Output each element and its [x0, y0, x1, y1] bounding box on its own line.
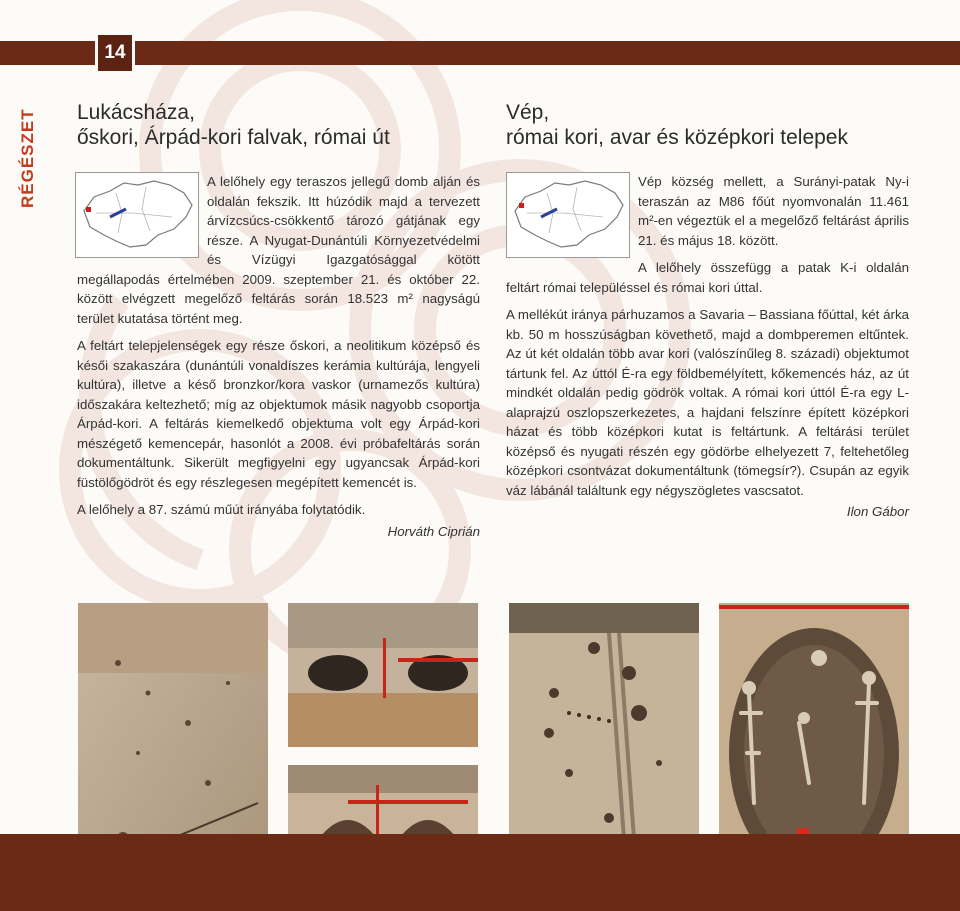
- right-title-line1: Vép,: [506, 101, 550, 124]
- left-paragraph-3: A lelőhely a 87. számú műút irányába folytatódik.: [77, 502, 366, 517]
- left-author: Horváth Ciprián: [387, 523, 480, 539]
- page-number: 14: [95, 35, 135, 71]
- left-title-line2: őskori, Árpád-kori falvak, római út: [77, 126, 390, 149]
- section-label: RÉGÉSZET: [18, 108, 37, 208]
- left-title-line1: Lukácsháza,: [77, 101, 195, 124]
- photo-kiln-pair: [288, 603, 478, 747]
- right-author: Ilon Gábor: [846, 504, 909, 519]
- right-paragraph-3: A mellékút iránya párhuzamos a Savaria – Bassiana főúttal, két árka kb. 50 m hosszúságban követhető, majd a dombperemen eltűntek. Az út két oldalán több avar kori (valószínűleg 8. századi) objektumot tártunk fel. Az úttól É-ra egy földbemélyített, kőkemencés ház, az út mindkét oldalán pedig gödrök voltak. A római kori úttól É-ra egy L-alaprajzú oszlopszerkezetes, a hajdani felszínre épített középkori házat és több középkori kutat is feltártunk. A feltárási terület középső és nyugati részén egy gödörbe elhelyezett 7, feltehetőleg középkori csontvázat dokumentáltunk (tömegsír?). Csupán az egyik váz lábánál találtunk egy négyszögletes vascsatot.: [506, 307, 909, 498]
- top-bar: [0, 41, 960, 65]
- bottom-bar: [0, 834, 960, 911]
- hungary-map-icon: [75, 172, 199, 258]
- right-title-line2: római kori, avar és középkori telepek: [506, 126, 848, 149]
- right-article-title: [506, 100, 926, 150]
- left-article-body: [77, 172, 480, 541]
- left-article-title: [77, 100, 497, 150]
- right-paragraph-2: A lelőhely összefügg a patak K-i oldalán feltárt római településsel és római kori úttal.: [506, 260, 909, 295]
- right-paragraph-1: Vép község mellett, a Surányi-patak Ny-i teraszán az M86 főút nyomvonalán 11.461 m²-en végeztük el a megelőző feltárást április 21. és május 18. között.: [638, 174, 909, 248]
- hungary-map-icon: [506, 172, 630, 258]
- left-paragraph-1: A lelőhely egy teraszos jellegű domb alján és oldalán fekszik. Itt húzódik majd a tervezett árvízcsúcs-csökkentő tározó gátjának egy része. A Nyugat-Dunántúli Környezetvédelmi és Vízügyi Igazgatósággal kötött megállapodás értelmében 2009. szeptember 21. és október 22. között elvégzett megelőző feltárás során 18.523 m² nagyságú terület kutatása történt meg.: [77, 174, 480, 326]
- right-article-body: [506, 172, 909, 522]
- left-paragraph-2: A feltárt telepjelenségek egy része őskori, a neolitikum középső és késői szakaszára (dunántúli vonaldíszes kerámia kultúrája, lengyeli kultúra), illetve a késő bronzkor/kora vaskor (urnamezős kultúra) időszakára keltezhető; míg az objektumok másik nagyobb csoportja Árpád-kori. A feltárás kiemelkedő objektuma volt egy Árpád-kori mészégető kemencepár, hasonlót a 2008. évi próbafeltárás során dokumentáltunk. Sikerült megfigyelni egy ugyancsak Árpád-kori füstölőgödröt és egy részlegesen megépített kemencét is.: [77, 338, 480, 490]
